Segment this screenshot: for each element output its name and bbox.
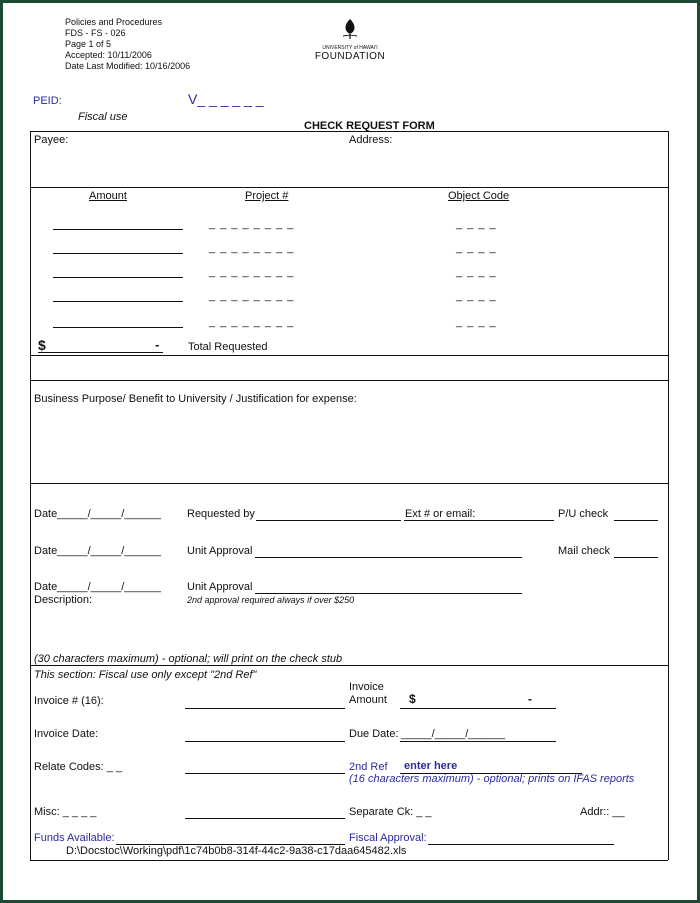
requested-by-label: Requested by [187,508,255,520]
relate-codes-line[interactable] [185,773,345,774]
invoice-amount-label-1: Invoice [349,681,384,693]
policy-line: Date Last Modified: 10/16/2006 [65,61,191,71]
pu-check-line[interactable] [614,520,658,521]
relate-codes-label: Relate Codes: _ _ [34,761,123,773]
date-field[interactable]: _____/_____/______ [57,508,161,520]
separate-ck-label: Separate Ck: _ _ [349,806,432,818]
misc-label: Misc: _ _ _ _ [34,806,97,818]
logo-small-text: UNIVERSITY of HAWAI'I [322,45,378,51]
addr-label: Addr:: __ [580,806,625,818]
amount-header: Amount [89,190,127,202]
ext-email-label: Ext # or email: [405,508,476,520]
date-field[interactable]: _____/_____/______ [57,545,161,557]
mail-check-label: Mail check [558,545,610,557]
due-date-field[interactable]: _____/_____/______ [401,728,505,740]
invoice-amount-label [349,681,387,707]
total-amount-line[interactable] [38,352,163,353]
project-mask[interactable]: _ _ _ _ _ _ _ _ [209,316,295,328]
project-mask[interactable]: _ _ _ _ _ _ _ _ [209,218,295,230]
fiscal-approval-label: Fiscal Approval: [349,832,427,844]
approval-note: 2nd approval required always if over $250 [187,595,355,605]
leaf-logo-icon [340,18,360,40]
invoice-number-label: Invoice # (16): [34,695,104,707]
form-title: CHECK REQUEST FORM [304,120,435,132]
object-mask[interactable]: _ _ _ _ [456,290,497,302]
date-label: Date [34,581,58,593]
unit-approval-label: Unit Approval [187,581,253,593]
foundation-logo [300,18,400,62]
fiscal-use-label: Fiscal use [78,111,128,123]
object-mask[interactable]: _ _ _ _ [456,218,497,230]
project-mask[interactable]: _ _ _ _ _ _ _ _ [209,266,295,278]
logo-big-text: FOUNDATION [314,51,386,62]
project-header: Project # [245,190,289,202]
unit-approval-line[interactable] [255,593,522,594]
invoice-date-line[interactable] [185,741,345,742]
invoice-amount-line[interactable] [400,708,556,709]
ref-note: (16 characters maximum) - optional; prints on IFAS reports [349,773,635,785]
policy-line: FDS - FS - 026 [65,28,126,38]
amount-line[interactable] [53,253,183,254]
amount-line[interactable] [53,301,183,302]
fiscal-section-note: This section: Fiscal use only except "2nd Ref" [34,669,257,681]
due-date-line[interactable] [400,741,556,742]
payee-label: Payee: [34,134,69,146]
invoice-dash: - [528,692,532,706]
policy-header [65,17,190,72]
peid-value[interactable]: V_ _ _ _ _ _ [188,91,264,107]
pu-check-label: P/U check [558,508,609,520]
chars-note: (30 characters maximum) - optional; will print on the check stub [34,653,343,665]
unit-approval-line[interactable] [255,557,522,558]
mail-check-line[interactable] [614,557,658,558]
policy-line: Page 1 of 5 [65,39,112,49]
total-dollar-sign: $ [38,337,46,353]
object-mask[interactable]: _ _ _ _ [456,266,497,278]
funds-available-label: Funds Available: [34,832,115,844]
amount-line[interactable] [53,229,183,230]
policy-line: Accepted: 10/11/2006 [65,50,152,60]
business-purpose-label: Business Purpose/ Benefit to University / Justification for expense: [34,393,357,405]
second-ref-label: 2nd Ref [349,761,388,773]
object-mask[interactable]: _ _ _ _ [456,316,497,328]
misc-line[interactable] [185,818,345,819]
project-mask[interactable]: _ _ _ _ _ _ _ _ [209,242,295,254]
invoice-date-label: Invoice Date: [34,728,99,740]
ext-email-line[interactable] [404,520,554,521]
requested-by-line[interactable] [256,520,401,521]
second-ref-input[interactable]: enter here [404,760,458,772]
policy-line: Policies and Procedures [65,17,163,27]
address-label: Address: [349,134,393,146]
project-mask[interactable]: _ _ _ _ _ _ _ _ [209,290,295,302]
unit-approval-label: Unit Approval [187,545,253,557]
amount-line[interactable] [53,277,183,278]
total-dash: - [155,337,160,352]
invoice-dollar-sign: $ [409,692,416,706]
invoice-number-line[interactable] [185,708,345,709]
description-label: Description: [34,594,93,606]
object-code-header: Object Code [448,190,510,202]
file-path: D:\Docstoc\Working\pdf\1c74b0b8-314f-44c2-9a38-c17daa645482.xls [66,845,407,857]
fiscal-approval-line[interactable] [428,844,614,845]
object-mask[interactable]: _ _ _ _ [456,242,497,254]
date-label: Date [34,508,58,520]
due-date-label: Due Date: [349,728,399,740]
invoice-amount-label-2: Amount [349,694,387,706]
total-requested-label: Total Requested [188,341,268,353]
amount-line[interactable] [53,327,183,328]
peid-label: PEID: [33,95,62,107]
date-field[interactable]: _____/_____/______ [57,581,161,593]
date-label: Date [34,545,58,557]
